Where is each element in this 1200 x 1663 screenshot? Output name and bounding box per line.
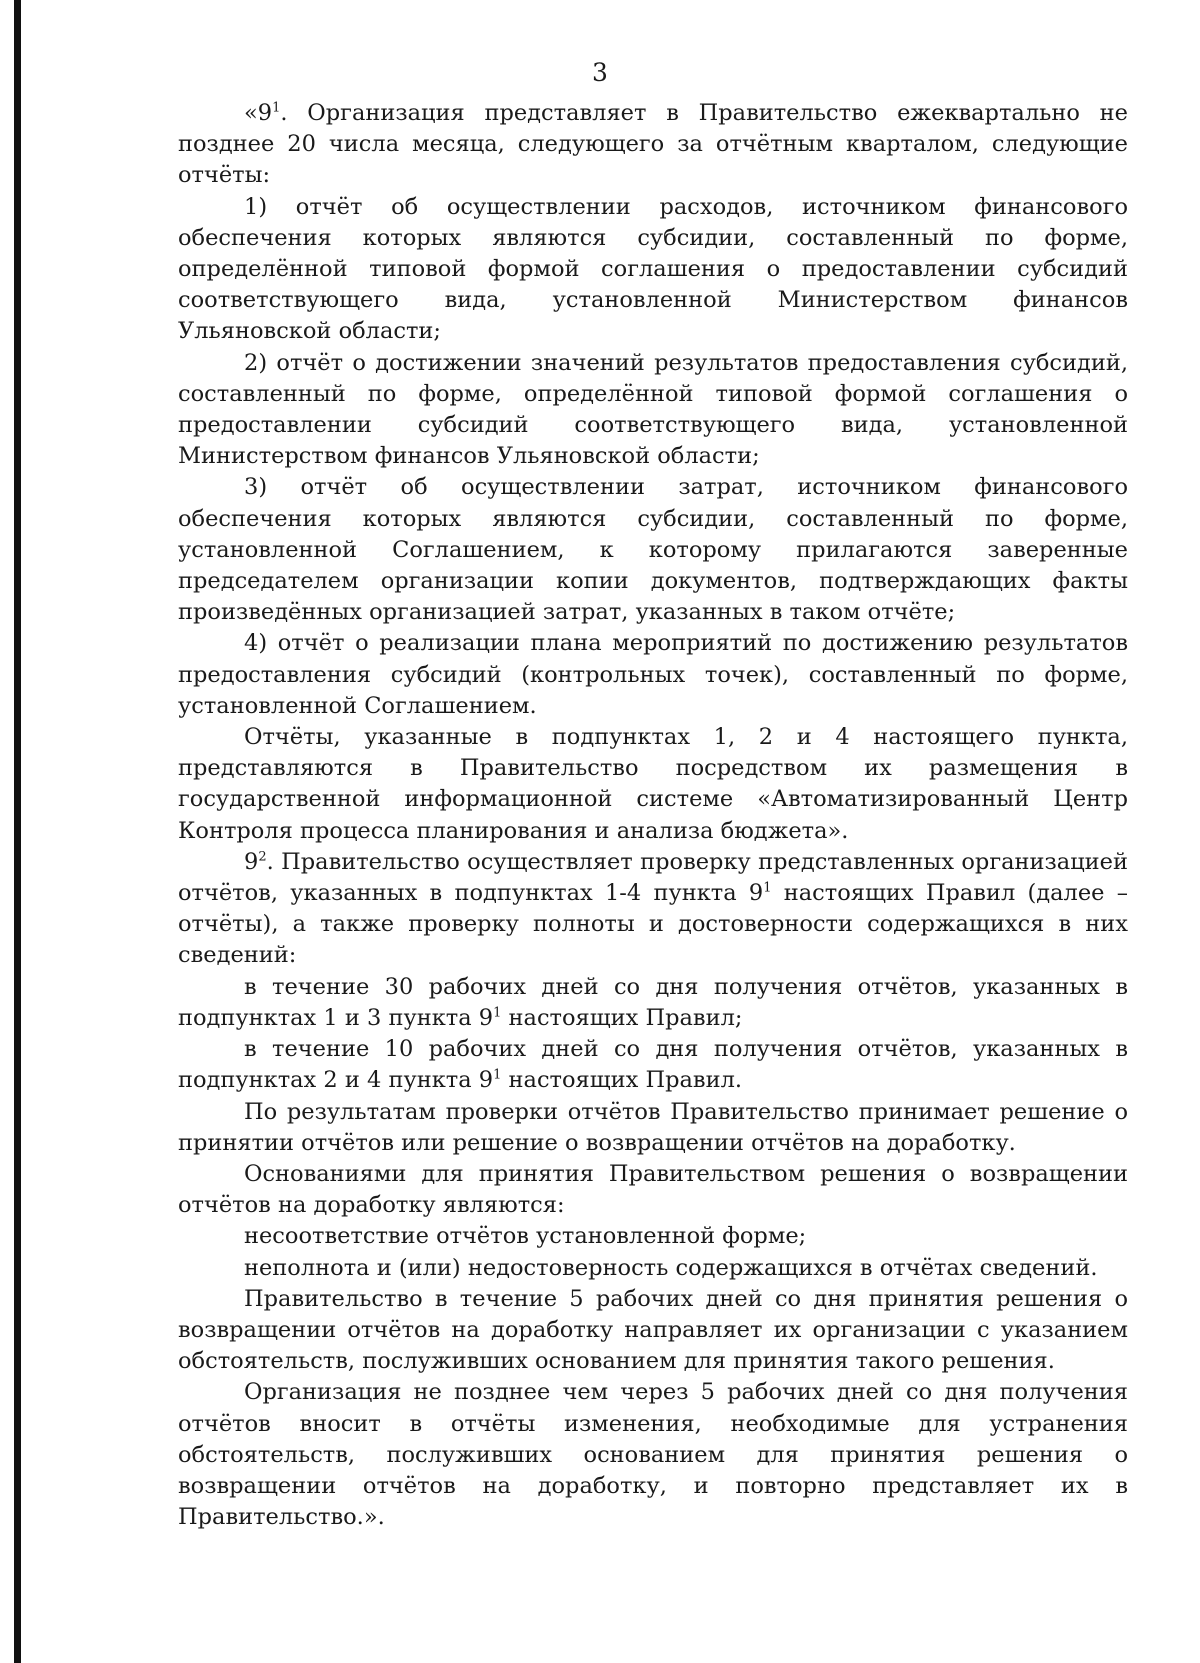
superscript: 1 <box>493 1067 502 1083</box>
paragraph-text: настоящих Правил (далее – отчёты), а также проверку полноты и достоверности содержащихся в них сведений: <box>178 880 1128 969</box>
superscript: 2 <box>258 849 267 865</box>
paragraph-text: настоящих Правил; <box>501 1004 743 1031</box>
paragraph-item-2: 2) отчёт о достижении значений результатов предоставления субсидий, составленный по форме, определённой типовой формой соглашения о предоставлении субсидий соответствующего вида, установленной Министерством финансов Ульяновской области; <box>178 349 1128 470</box>
paragraph-9-2 <box>178 847 1128 972</box>
paragraph-item-4: 4) отчёт о реализации плана мероприятий по достижению результатов предоставления субсидий (контрольных точек), составленный по форме, установленной Соглашением. <box>178 630 1128 719</box>
superscript: 1 <box>493 1005 502 1021</box>
paragraph-resubmission: Организация не позднее чем через 5 рабочих дней со дня получения отчётов вносит в отчёты изменения, необходимые для устранения обстоятельств, послуживших основанием для принятия решения о возвращении отчётов на доработку, и повторно представляет их в Правительство.». <box>178 1379 1128 1531</box>
paragraph-grounds: Основаниями для принятия Правительством решения о возвращении отчётов на доработку являются: <box>178 1160 1128 1219</box>
paragraph-text: . Организация представляет в Правительство ежеквартально не позднее 20 числа месяца, следующего за отчётным кварталом, следующие отчёты: <box>178 100 1128 189</box>
paragraph-check-results: По результатам проверки отчётов Правительство принимает решение о принятии отчётов или решение о возвращении отчётов на доработку. <box>178 1098 1128 1156</box>
paragraph-text: «9 <box>244 100 273 126</box>
paragraph-text: . Правительство осуществляет проверку представленных организацией отчётов, указанных в подпунктах 1-4 пункта 9 <box>178 848 1128 907</box>
paragraph-9-1-intro <box>178 98 1128 192</box>
paragraph-text: 9 <box>244 848 259 875</box>
paragraph-item-3: 3) отчёт об осуществлении затрат, источником финансового обеспечения которых являются субсидии, составленный по форме, установленной Соглашением, к которому прилагаются заверенные председателем организации копии документов, подтверждающих факты произведённых организацией затрат, указанных в таком отчёте; <box>178 474 1128 626</box>
page-number: 3 <box>592 58 608 87</box>
paragraph-return-notice: Правительство в течение 5 рабочих дней со дня принятия решения о возвращении отчётов на доработку направляет их организации с указанием обстоятельств, послуживших основанием для принятия такого решения. <box>178 1285 1128 1375</box>
paragraph-term-10-days <box>178 1034 1128 1096</box>
paragraph-text: настоящих Правил. <box>501 1067 743 1094</box>
superscript: 1 <box>763 880 772 896</box>
scan-border-line <box>14 0 21 1663</box>
document-body <box>178 98 1128 1533</box>
paragraph-text: в течение 30 рабочих дней со дня получения отчётов, указанных в подпунктах 1 и 3 пункта 9 <box>178 973 1128 1031</box>
paragraph-reports-placement: Отчёты, указанные в подпунктах 1, 2 и 4 настоящего пункта, представляются в Правительство посредством их размещения в государственной информационной системе «Автоматизированный Центр Контроля процесса планирования и анализа бюджета». <box>178 724 1128 844</box>
paragraph-ground-2: неполнота и (или) недостоверность содержащихся в отчётах сведений. <box>244 1254 1098 1281</box>
paragraph-item-1: 1) отчёт об осуществлении расходов, источником финансового обеспечения которых являются субсидии, составленный по форме, определённой типовой формой соглашения о предоставлении субсидий соответствующего вида, установленной Министерством финансов Ульяновской области; <box>178 193 1128 345</box>
paragraph-ground-1: несоответствие отчётов установленной форме; <box>244 1223 807 1250</box>
paragraph-text: в течение 10 рабочих дней со дня получения отчётов, указанных в подпунктах 2 и 4 пункта 9 <box>178 1036 1128 1094</box>
paragraph-term-30-days <box>178 972 1128 1034</box>
superscript: 1 <box>272 100 281 116</box>
